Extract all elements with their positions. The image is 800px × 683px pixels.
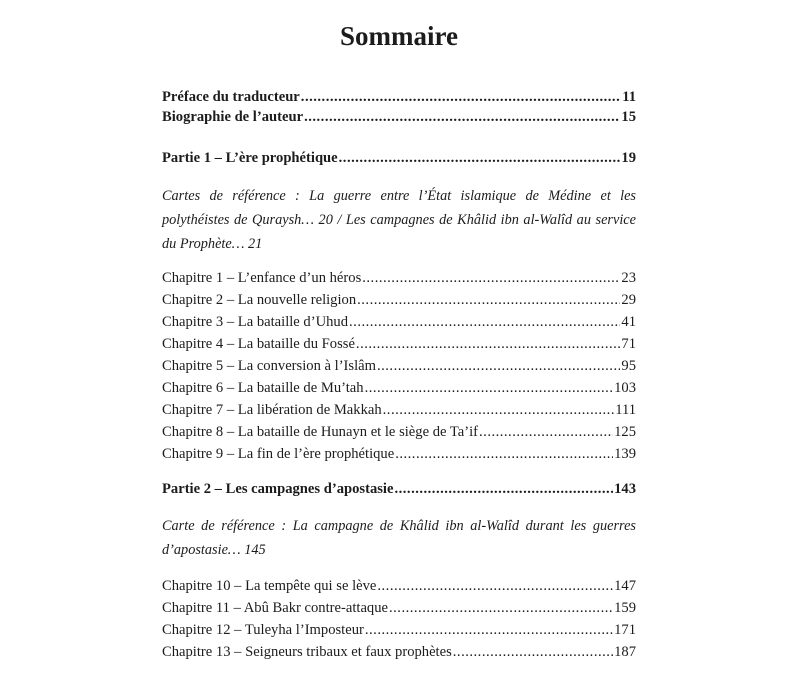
toc-chapter xyxy=(162,378,636,398)
toc-chapter xyxy=(162,312,636,332)
entry-page: 11 xyxy=(622,89,636,105)
dot-leader xyxy=(365,378,614,398)
toc-chapter xyxy=(162,576,636,596)
entry-label: Chapitre 2 – La nouvelle religion xyxy=(162,292,357,308)
dot-leader xyxy=(339,148,621,168)
dot-leader xyxy=(389,598,613,618)
entry-label: Préface du traducteur xyxy=(162,89,300,105)
dot-leader xyxy=(453,642,613,662)
toc-chapter xyxy=(162,620,636,640)
entry-label: Biographie de l’auteur xyxy=(162,109,304,125)
dot-leader xyxy=(377,576,613,596)
entry-label: Chapitre 8 – La bataille de Hunayn et le siège de Ta’if xyxy=(162,424,479,440)
entry-page: 159 xyxy=(614,600,636,616)
entry-page: 103 xyxy=(614,380,636,396)
entry-label: Chapitre 4 – La bataille du Fossé xyxy=(162,336,355,352)
toc-entry-preface xyxy=(162,87,636,107)
entry-label: Chapitre 9 – La fin de l’ère prophétique xyxy=(162,446,395,462)
toc-chapter xyxy=(162,356,636,376)
toc-entry-biographie xyxy=(162,107,636,127)
dot-leader xyxy=(377,356,620,376)
toc-chapter xyxy=(162,400,636,420)
dot-leader xyxy=(349,312,620,332)
entry-label: Chapitre 7 – La libération de Makkah xyxy=(162,402,382,418)
entry-label: Chapitre 3 – La bataille d’Uhud xyxy=(162,314,349,330)
dot-leader xyxy=(394,479,613,499)
entry-page: 143 xyxy=(614,481,636,497)
entry-page: 125 xyxy=(614,424,636,440)
toc-chapter xyxy=(162,642,636,662)
toc-chapter xyxy=(162,268,636,288)
entry-label: Chapitre 10 – La tempête qui se lève xyxy=(162,578,377,594)
entry-page: 15 xyxy=(621,109,636,125)
dot-leader xyxy=(301,87,621,107)
entry-label: Chapitre 6 – La bataille de Mu’tah xyxy=(162,380,364,396)
dot-leader xyxy=(304,107,620,127)
entry-page: 71 xyxy=(621,336,636,352)
entry-page: 147 xyxy=(614,578,636,594)
dot-leader xyxy=(395,444,613,464)
toc-part-1 xyxy=(162,148,636,168)
entry-page: 187 xyxy=(614,644,636,660)
reference-note-part-2: Carte de référence : La campagne de Khâlid ibn al-Walîd durant les guerres d’apostasie… 145 xyxy=(162,518,636,558)
entry-label: Chapitre 5 – La conversion à l’Islâm xyxy=(162,358,376,374)
entry-label: Partie 2 – Les campagnes d’apostasie xyxy=(162,481,394,497)
entry-page: 139 xyxy=(614,446,636,462)
entry-page: 23 xyxy=(621,270,636,286)
dot-leader xyxy=(365,620,613,640)
toc-chapter xyxy=(162,334,636,354)
entry-page: 95 xyxy=(621,358,636,374)
reference-note-part-1: Cartes de référence : La guerre entre l’État islamique de Médine et les polythéistes de Quraysh… 20 / Les campagnes de Khâlid ibn al-Walîd au service du Prophète… 21 xyxy=(162,188,636,252)
toc-chapter xyxy=(162,290,636,310)
entry-label: Chapitre 12 – Tuleyha l’Imposteur xyxy=(162,622,364,638)
toc-chapter xyxy=(162,598,636,618)
entry-label: Partie 1 – L’ère prophétique xyxy=(162,150,338,166)
entry-label: Chapitre 11 – Abû Bakr contre-attaque xyxy=(162,600,388,616)
toc-part-2 xyxy=(162,479,636,499)
entry-page: 41 xyxy=(621,314,636,330)
page-title: Sommaire xyxy=(340,21,458,51)
entry-label: Chapitre 13 – Seigneurs tribaux et faux prophètes xyxy=(162,644,452,660)
dot-leader xyxy=(383,400,615,420)
dot-leader xyxy=(356,334,620,354)
entry-label: Chapitre 1 – L’enfance d’un héros xyxy=(162,270,362,286)
dot-leader xyxy=(362,268,620,288)
entry-page: 29 xyxy=(621,292,636,308)
dot-leader xyxy=(479,422,613,442)
dot-leader xyxy=(357,290,620,310)
toc-chapter xyxy=(162,444,636,464)
entry-page: 111 xyxy=(615,402,636,418)
entry-page: 19 xyxy=(621,150,636,166)
toc-chapter xyxy=(162,422,636,442)
entry-page: 171 xyxy=(614,622,636,638)
